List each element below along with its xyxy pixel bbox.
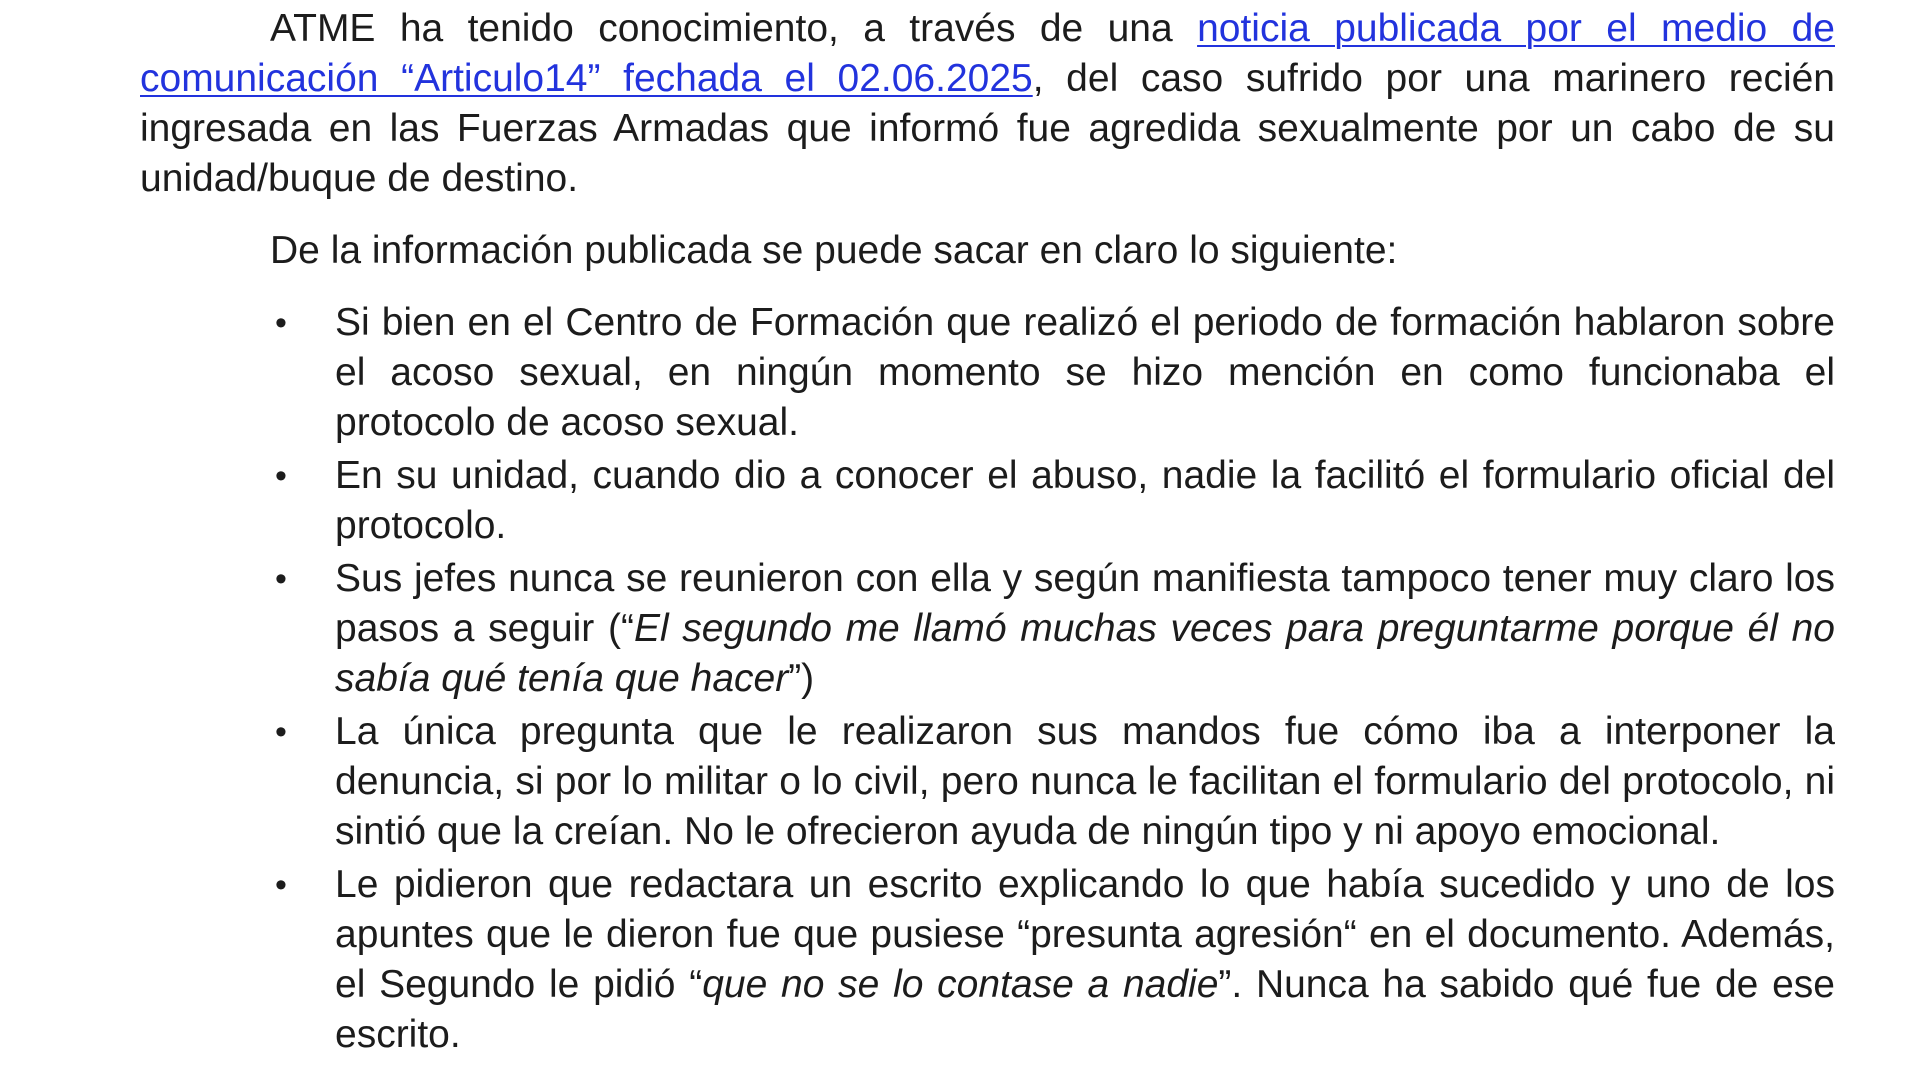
intro-text-start: ATME ha tenido conocimiento, a través de una [270, 7, 1198, 50]
list-item-text-end: ”) [788, 657, 815, 700]
intro-paragraph [140, 4, 1835, 204]
list-item-text: En su unidad, cuando dio a conocer el abuso, nadie la facilitó el formulario oficial del protocolo. [335, 454, 1835, 547]
findings-list [140, 298, 1835, 1060]
list-item [275, 707, 1835, 857]
list-item [275, 860, 1835, 1060]
bullet-icon: • [275, 304, 287, 342]
quote-italic: El segundo me llamó muchas veces para preguntarme porque él no sabía qué tenía que hacer [335, 607, 1835, 700]
list-item [275, 451, 1835, 551]
lead-sentence: De la información publicada se puede sacar en claro lo siguiente: [270, 229, 1398, 272]
bullet-icon: • [275, 560, 287, 598]
bullet-icon: • [275, 713, 287, 751]
bullet-icon: • [275, 866, 287, 904]
list-item-text: Si bien en el Centro de Formación que realizó el periodo de formación hablaron sobre el acoso sexual, en ningún momento se hizo mención en como funcionaba el protocolo de acoso sexual. [335, 301, 1835, 444]
document-body [140, 4, 1835, 1063]
quote-italic: que no se lo contase a nadie [702, 963, 1219, 1006]
list-item [275, 554, 1835, 704]
bullet-icon: • [275, 457, 287, 495]
list-item-text: La única pregunta que le realizaron sus mandos fue cómo iba a interponer la denuncia, si por lo militar o lo civil, pero nunca le facilitan el formulario del protocolo, ni sintió que la creían. No le ofrecieron ayuda de ningún tipo y ni apoyo emocional. [335, 710, 1835, 853]
list-item-text: Sus jefes nunca se reunieron con ella y según manifiesta tampoco tener muy claro los pasos a seguir (“ [335, 557, 1835, 650]
list-item-text: Le pidieron que redactara un escrito explicando lo que había sucedido y uno de los apuntes que le dieron fue que pusiese “presunta agresión“ en el documento. Además, el Segundo le pidió “ [335, 863, 1835, 1006]
list-item [275, 298, 1835, 448]
intro-text-end: , del caso sufrido por una marinero recién ingresada en las Fuerzas Armadas que informó fue agredida sexualmente por un cabo de su unidad/buque de destino. [140, 57, 1835, 200]
list-item-text-end: ”. Nunca ha sabido qué fue de ese escrito. [335, 963, 1835, 1056]
news-article-link[interactable]: noticia publicada por el medio de comunicación “Articulo14” fechada el 02.06.2025 [140, 7, 1835, 100]
